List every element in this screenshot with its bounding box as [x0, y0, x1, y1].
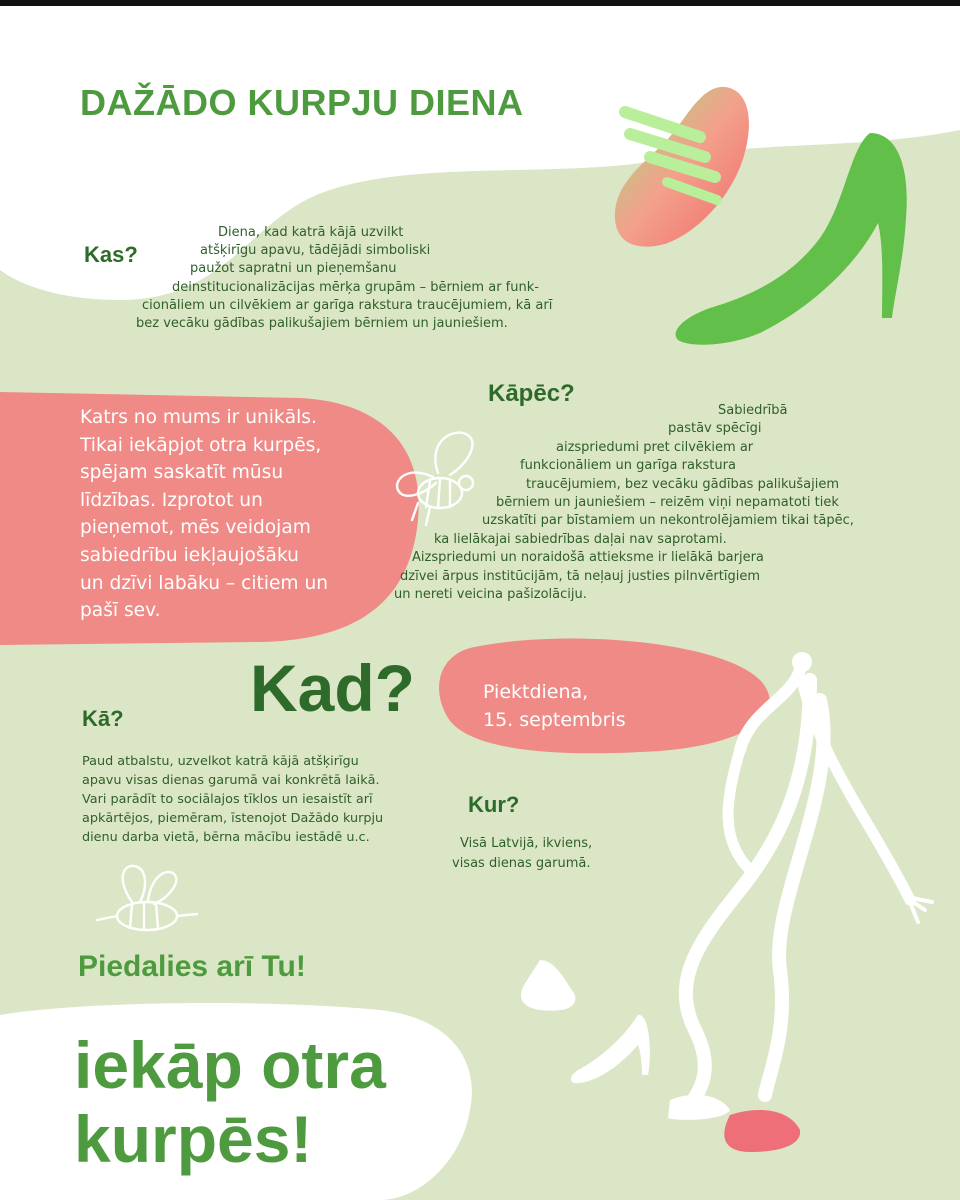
quote-line: pašī sev.: [80, 600, 161, 622]
quote-line: sabiedrību iekļaujošāku: [80, 544, 299, 566]
page-title: DAŽĀDO KURPJU DIENA: [80, 82, 524, 123]
cta-text: Piedalies arī Tu!: [78, 950, 306, 983]
kur-heading: Kur?: [468, 792, 520, 817]
quote-line: spējam saskatīt mūsu: [80, 462, 284, 484]
quote-line: līdzības. Izprotot un: [80, 489, 263, 511]
slogan-line1: iekāp otra: [74, 1028, 386, 1102]
white-heel-shape: [571, 1015, 650, 1083]
kapec-line: aizspriedumi pret cilvēkiem ar: [556, 439, 754, 455]
ka-heading: Kā?: [82, 706, 124, 731]
ka-line: Vari parādīt to sociālajos tīklos un iesaistīt arī: [82, 792, 373, 807]
kapec-line: Sabiedrībā: [718, 403, 788, 418]
slogan-line2: kurpēs!: [74, 1102, 313, 1176]
ka-line: apkārtējos, piemēram, īstenojot Dažādo kurpju: [82, 811, 384, 826]
quote-line: Katrs no mums ir unikāls.: [80, 407, 317, 428]
kas-line: Diena, kad katrā kājā uzvilkt: [218, 225, 404, 240]
pink-shoe-shape: [724, 1110, 800, 1152]
kad-heading: Kad?: [250, 651, 415, 725]
kapec-text: [390, 402, 950, 604]
figure-illustration: [520, 640, 960, 1170]
ka-line: apavu visas dienas garumā vai konkrētā laikā.: [82, 773, 380, 788]
quote-text: [80, 404, 328, 625]
ka-text: [82, 752, 442, 847]
kas-line: atšķirīgu apavu, tādējādi simboliski: [200, 243, 431, 259]
kapec-line: Aizspriedumi un noraidošā attieksme ir lielākā barjera: [412, 550, 764, 566]
kas-line: deinstitucionalizācijas mērķa grupām – bērniem ar funk-: [172, 279, 539, 295]
kapec-line: bērniem un jauniešiem – reizēm viņi nepamatoti tiek: [496, 495, 839, 511]
kur-line1: Visā Latvijā, ikviens,: [460, 836, 593, 851]
kad-date-line2: 15. septembris: [483, 709, 626, 731]
white-foot-shape: [668, 1095, 730, 1120]
kapec-line: ka lielākajai sabiedrības daļai nav saprotami.: [434, 531, 727, 547]
kapec-line: un nereti veicina pašizolāciju.: [394, 587, 587, 603]
kur-line2: visas dienas garumā.: [452, 856, 591, 871]
kapec-line: traucējumiem, bez vecāku gādības palikušajiem: [526, 476, 839, 492]
kas-line: cionāliem un cilvēkiem ar garīga rakstura traucējumiem, kā arī: [142, 297, 553, 313]
ka-line: Paud atbalstu, uzvelkot katrā kājā atšķirīgu: [82, 754, 359, 769]
quote-line: un dzīvi labāku – citiem un: [80, 572, 329, 594]
slogan: [74, 1028, 386, 1176]
quote-line: pieņemot, mēs veidojam: [80, 517, 311, 539]
kapec-line: dzīvei ārpus institūcijām, tā neļauj justies pilnvērtīgiem: [400, 568, 760, 584]
kapec-heading: Kāpēc?: [488, 380, 575, 407]
kas-line: paužot sapratni un pieņemšanu: [190, 261, 397, 277]
kad-date-line1: Piektdiena,: [483, 681, 589, 703]
kapec-line: uzskatīti par bīstamiem un nekontrolējamiem tikai tāpēc,: [482, 513, 854, 529]
bee-icon: [92, 860, 202, 945]
kas-text: [130, 224, 650, 333]
quote-line: Tikai iekāpjot otra kurpēs,: [80, 434, 322, 456]
white-sneaker-shape: [521, 960, 575, 1011]
kas-heading: Kas?: [84, 242, 138, 267]
kas-line: bez vecāku gādības palikušajiem bērniem un jauniešiem.: [136, 316, 508, 332]
kapec-line: funkcionāliem un garīga rakstura: [520, 458, 736, 474]
kapec-line: pastāv spēcīgi: [668, 421, 762, 437]
ka-line: dienu darba vietā, bērna mācību iestādē u.c.: [82, 830, 370, 845]
high-heel-icon: [670, 128, 920, 348]
